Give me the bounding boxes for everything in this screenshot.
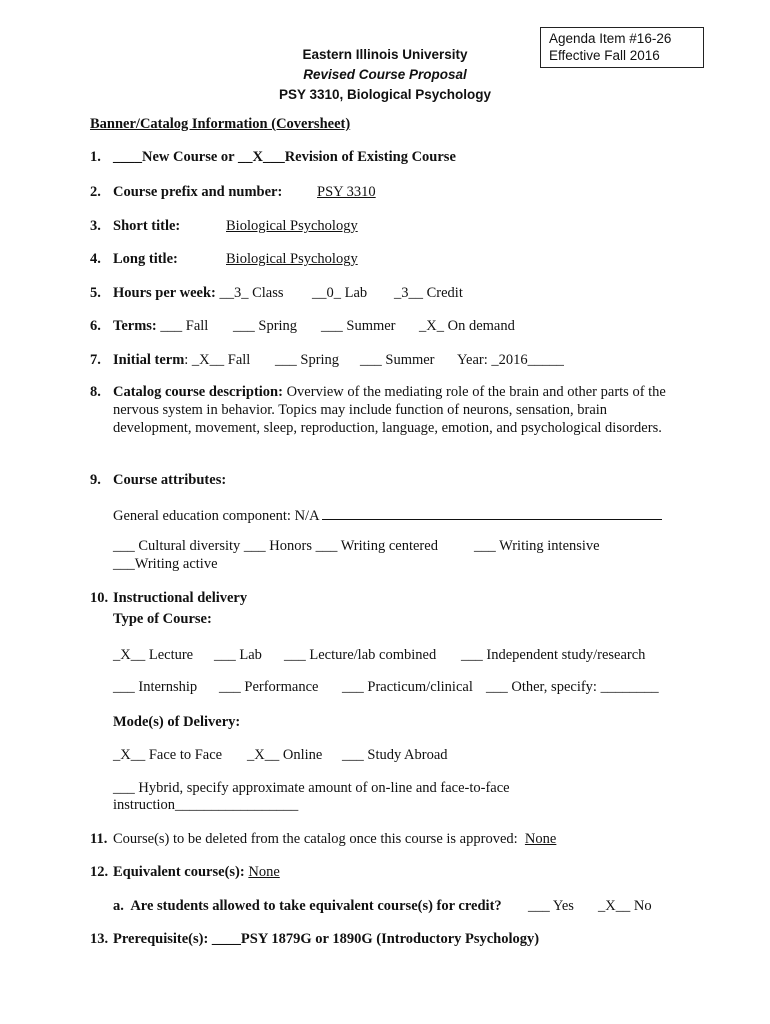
item-number: 8. [90, 384, 101, 400]
course-type-row-2 [113, 678, 659, 696]
initial-term-fall: : _X__ Fall [184, 352, 251, 368]
equivalent-courses-value: None [248, 864, 280, 880]
item-8-label: Catalog course description: [113, 384, 283, 400]
item-12 [90, 863, 280, 881]
hours-class: __3_ Class [219, 285, 284, 301]
item-number: 12. [90, 864, 109, 880]
type-lab: ___ Lab [214, 647, 262, 663]
item-6-label: Terms: [113, 318, 157, 334]
course-prefix-value: PSY 3310 [317, 184, 376, 200]
item-number: 9. [90, 472, 101, 488]
course-title-header: PSY 3310, Biological Psychology [278, 87, 492, 102]
item-4-label: Long title: [113, 251, 178, 267]
section-heading: Banner/Catalog Information (Coversheet) [90, 116, 351, 132]
university-name: Eastern Illinois University [302, 47, 468, 62]
item-11-text: Course(s) to be deleted from the catalog once this course is approved: [113, 831, 525, 847]
item-1-text: ____New Course or __X___Revision of Existing Course [113, 149, 456, 165]
item-10-label: Instructional delivery [113, 590, 248, 606]
item-number: 6. [90, 318, 101, 334]
item-8 [90, 383, 680, 437]
catalog-description-text: Overview of the mediating role of the brain and other parts of the nervous system in behavior. Topics may include function of neurons, sensation, brain development, movement, sleep, reproduction, language, emotion, and psychological disorders. [113, 384, 666, 437]
type-independent-study: ___ Independent study/research [461, 647, 646, 663]
attr-writing-active: ___Writing active [113, 556, 218, 572]
item-5-label: Hours per week: [113, 285, 216, 301]
item-1 [90, 148, 456, 166]
type-of-course-label: Type of Course: [113, 611, 212, 627]
type-practicum: ___ Practicum/clinical [342, 679, 473, 695]
item-number: 1. [90, 149, 101, 165]
term-summer: ___ Summer [321, 318, 396, 334]
term-fall: ___ Fall [160, 318, 209, 334]
mode-hybrid: ___ Hybrid, specify approximate amount of on-line and face-to-face [113, 780, 510, 796]
deleted-courses-value: None [524, 831, 557, 847]
item-9 [90, 471, 226, 489]
item-6 [90, 317, 515, 335]
agenda-effective-term: Effective Fall 2016 [549, 48, 660, 63]
type-lecture: _X__ Lecture [113, 647, 194, 663]
attr-cultural-honors-writing: ___ Cultural diversity ___ Honors ___ Writing centered [113, 538, 438, 554]
attr-writing-intensive: ___ Writing intensive [474, 538, 600, 554]
item-number: 5. [90, 285, 101, 301]
agenda-item-number: Agenda Item #16-26 [549, 31, 672, 46]
item-12-label: Equivalent course(s): [113, 864, 245, 880]
proposal-type: Revised Course Proposal [303, 67, 467, 82]
type-performance: ___ Performance [219, 679, 319, 695]
item-number: 13. [90, 931, 109, 947]
equivalent-credit-question: a. Are students allowed to take equivalent course(s) for credit? [113, 898, 502, 914]
catalog-description [113, 383, 673, 437]
initial-term-spring: ___ Spring [275, 352, 340, 368]
type-internship: ___ Internship [113, 679, 198, 695]
item-number: 11. [90, 831, 108, 847]
term-spring: ___ Spring [233, 318, 298, 334]
item-9-label: Course attributes: [113, 472, 227, 488]
attributes-line [113, 537, 600, 555]
initial-term-year: Year: _2016_____ [457, 352, 564, 368]
mode-online: _X__ Online [247, 747, 323, 763]
hours-lab: __0_ Lab [312, 285, 368, 301]
long-title-value: Biological Psychology [226, 251, 358, 267]
item-number: 3. [90, 218, 101, 234]
mode-face-to-face: _X__ Face to Face [113, 747, 223, 763]
item-7 [90, 351, 564, 369]
item-number: 2. [90, 184, 101, 200]
item-10 [90, 589, 247, 607]
item-12a [113, 897, 652, 915]
type-other: ___ Other, specify: ________ [486, 679, 659, 695]
hours-credit: _3__ Credit [394, 285, 463, 301]
short-title-value: Biological Psychology [226, 218, 358, 234]
item-11 [90, 830, 556, 848]
agenda-box [540, 27, 704, 68]
equivalent-credit-no: _X__ No [598, 898, 652, 914]
initial-term-summer: ___ Summer [360, 352, 435, 368]
item-3-label: Short title: [113, 218, 181, 234]
gen-ed-blank [322, 505, 662, 520]
item-4 [90, 250, 358, 268]
equivalent-credit-yes: ___ Yes [528, 898, 574, 914]
item-2-label: Course prefix and number: [113, 184, 283, 200]
mode-study-abroad: ___ Study Abroad [342, 747, 448, 763]
type-lecture-lab: ___ Lecture/lab combined [284, 647, 437, 663]
gen-ed-line [113, 505, 662, 525]
course-type-row-1 [113, 646, 646, 664]
item-7-label: Initial term [113, 352, 185, 368]
gen-ed-component: General education component: N/A [113, 508, 319, 524]
item-number: 7. [90, 352, 101, 368]
item-number: 10. [90, 590, 109, 606]
delivery-row [113, 746, 448, 764]
item-number: 4. [90, 251, 101, 267]
mode-of-delivery-label: Mode(s) of Delivery: [113, 714, 241, 730]
document-header [240, 45, 530, 105]
term-on-demand: _X_ On demand [419, 318, 515, 334]
item-3 [90, 217, 358, 235]
item-13 [90, 930, 539, 948]
item-5 [90, 284, 463, 302]
item-2 [90, 183, 376, 201]
prerequisites: Prerequisite(s): ____PSY 1879G or 1890G (Introductory Psychology) [113, 931, 540, 947]
mode-hybrid-instruction: instruction_________________ [113, 797, 299, 813]
